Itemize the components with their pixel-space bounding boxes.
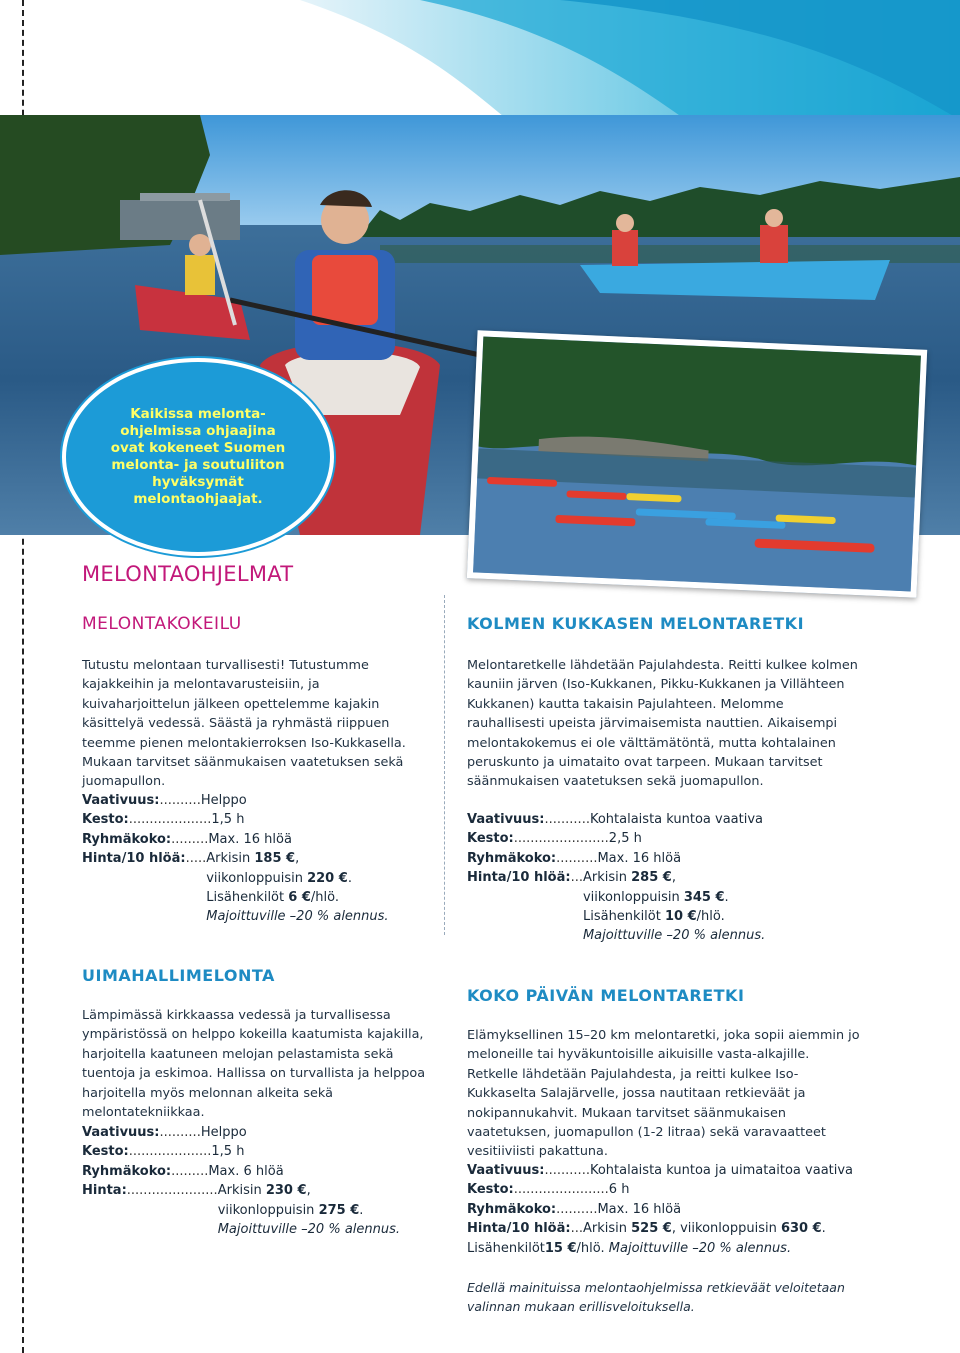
footer-note: Edellä mainituissa melontaohjelmissa retkieväät veloitetaan valinnan mukaan erillisveloituksella. xyxy=(467,1280,845,1314)
label: Kesto: xyxy=(467,1182,514,1198)
price-lines: Arkisin 285 €, viikonloppuisin 345 €. Lisähenkilöt 10 €/hlö. Majoittuville –20 % alennus. xyxy=(582,870,766,944)
section-body-koko-paivan: Elämyksellinen 15–20 km melontaretki, joka sopii aiemmin jo meloneille tai hyväkuntoisille aikuisille vasta-alkajille. Retkelle lähdetään Pajulahdesta, ja reitti kulkee Iso-Kukkaselta Salajärvelle, jossa nautitaan retkieväät ja nokipannukahvit. Mukaan tarvitset säänmukaisen vaatetuksen, juomapullon (1-2 litraa) sekä varavaatteet vesitiiviisti pakattuna. xyxy=(467,1028,860,1160)
value: 1,5 h xyxy=(211,812,245,828)
price-line: Arkisin 525 €, viikonloppuisin 630 €. xyxy=(582,1221,826,1237)
label: Kesto: xyxy=(82,1144,129,1160)
extra-price-line: Lisähenkilöt 15 € /hlö. Majoittuville –20 % alennus. xyxy=(467,1239,853,1258)
price-lines: Arkisin 230 €, viikonloppuisin 275 €. Majoittuville –20 % alennus. xyxy=(217,1183,401,1238)
header-swoosh xyxy=(0,0,960,130)
bubble-text: Kaikissa melonta-ohjelmissa ohjaajina ovat kokeneet Suomen melonta- ja soutuliiton hyväksymät melontaohjaajat. xyxy=(110,406,286,507)
section-title-koko-paivan: KOKO PÄIVÄN MELONTARETKI xyxy=(467,986,745,1005)
section-title-kolmen-kukkasen: KOLMEN KUKKASEN MELONTARETKI xyxy=(467,614,805,633)
section-body-uimahallimelonta: Lämpimässä kirkkaassa vedessä ja turvallisessa ympäristössä on helppo kokeilla kaatumista kajakilla, harjoitella kaatuneen melojan pelastamista sekä tuentoja ja eskimoa. Hallissa on turvallista ja helppoa harjoitella myös melonnan alkeita sekä melontatekniikkaa. xyxy=(82,1008,426,1121)
label: Vaativuus: xyxy=(82,1125,160,1140)
label: Vaativuus: xyxy=(467,812,545,827)
value: Max. 16 hlöä xyxy=(597,1201,682,1217)
value: 2,5 h xyxy=(608,831,642,847)
label: Kesto: xyxy=(467,831,514,847)
details-uimahallimelonta: Vaativuus: .......... Helppo Kesto: .................... 1,5 h Ryhmäkoko: ......... Max. 6 hlöä Hinta: ...................... Arkisin 230 €, viikonloppuisin 275 €. Majoittuville –20 % alennus. xyxy=(82,1123,400,1239)
value: Max. 16 hlöä xyxy=(208,831,292,847)
value: Helppo xyxy=(200,793,247,808)
value: 1,5 h xyxy=(211,1144,245,1160)
label: Ryhmäkoko: xyxy=(467,850,557,866)
info-bubble xyxy=(62,358,334,556)
label: Hinta/10 hlöä: xyxy=(467,870,571,886)
value: Helppo xyxy=(200,1125,247,1140)
value: Kohtalaista kuntoa ja uimataitoa vaativa xyxy=(589,1163,854,1178)
page-title: MELONTAOHJELMAT xyxy=(82,562,294,586)
discount-note: Majoittuville –20 % alennus. xyxy=(582,928,766,944)
label: Hinta/10 hlöä: xyxy=(82,851,186,867)
discount-note: Majoittuville –20 % alennus. xyxy=(206,909,389,925)
details-kolmen-kukkasen: Vaativuus: ........... Kohtalaista kuntoa vaativa Kesto: ....................... 2,5 h Ryhmäkoko: .......... Max. 16 hlöä Hinta/10 hlöä: ... Arkisin 285 €, viikonloppuisin 345 €. Lisähenkilöt 10 €/hlö. Majoittuville –20 % alennus. xyxy=(467,810,765,946)
label: Ryhmäkoko: xyxy=(82,831,172,847)
label: Ryhmäkoko: xyxy=(82,1163,172,1179)
column-divider xyxy=(444,595,445,935)
label: Hinta: xyxy=(82,1183,127,1199)
value: Max. 16 hlöä xyxy=(597,850,682,866)
value: Kohtalaista kuntoa vaativa xyxy=(589,812,764,827)
label: Hinta/10 hlöä: xyxy=(467,1221,571,1237)
kayaks-photo xyxy=(467,330,927,597)
label: Kesto: xyxy=(82,812,129,828)
label: Ryhmäkoko: xyxy=(467,1201,557,1217)
section-body-melontakokeilu: Tutustu melontaan turvallisesti! Tutustumme kajakkeihin ja melontavarusteisiin, ja kuivaharjoittelun jälkeen opettelemme kajakin käsittelyä vedessä. Säästä ja ryhmästä riippuen teemme pienen melontakierroksen Iso-Kukkasella. Mukaan tarvitset säänmukaisen vaatetuksen sekä juomapullon. xyxy=(82,658,406,790)
details-koko-paivan: Vaativuus: ........... Kohtalaista kuntoa ja uimataitoa vaativa Kesto: ....................... 6 h Ryhmäkoko: .......... Max. 16 hlöä Hinta/10 hlöä: ... Arkisin 525 €, viikonloppuisin 630 €. Lisähenkilöt 15 € /hlö. Majoittuville –20 % alennus. xyxy=(467,1161,853,1258)
value: 6 h xyxy=(608,1182,630,1198)
value: Max. 6 hlöä xyxy=(208,1163,284,1179)
details-melontakokeilu: Vaativuus: .......... Helppo Kesto: .................... 1,5 h Ryhmäkoko: ......... Max. 16 hlöä Hinta/10 hlöä: ..... Arkisin 185 €, viikonloppuisin 220 €. Lisähenkilöt 6 €/hlö. Majoittuville –20 % alennus. xyxy=(82,791,389,927)
section-title-uimahallimelonta: UIMAHALLIMELONTA xyxy=(82,966,275,985)
section-title-melontakokeilu: MELONTAKOKEILU xyxy=(82,614,242,634)
section-body-kolmen-kukkasen: Melontaretkelle lähdetään Pajulahdesta. Reitti kulkee kolmen kauniin järven (Iso-Kukkanen, Pikku-Kukkanen ja Villähteen Kukkanen) kautta takaisin Pajulahteen. Melomme rauhallisesti upeista järvimaisemista nauttien. Aikaisempi melontakokemus ei ole välttämätöntä, mutta kohtalainen peruskunto ja uimataito ovat tarpeen. Mukaan tarvitset säänmukaisen vaatetuksen sekä juomapullon. xyxy=(467,658,858,790)
discount-note: Majoittuville –20 % alennus. xyxy=(608,1240,792,1256)
discount-note: Majoittuville –20 % alennus. xyxy=(217,1222,401,1238)
label: Vaativuus: xyxy=(82,793,160,808)
label: Vaativuus: xyxy=(467,1163,545,1178)
price-lines: Arkisin 185 €, viikonloppuisin 220 €. Lisähenkilöt 6 €/hlö. Majoittuville –20 % alennus. xyxy=(206,851,389,925)
